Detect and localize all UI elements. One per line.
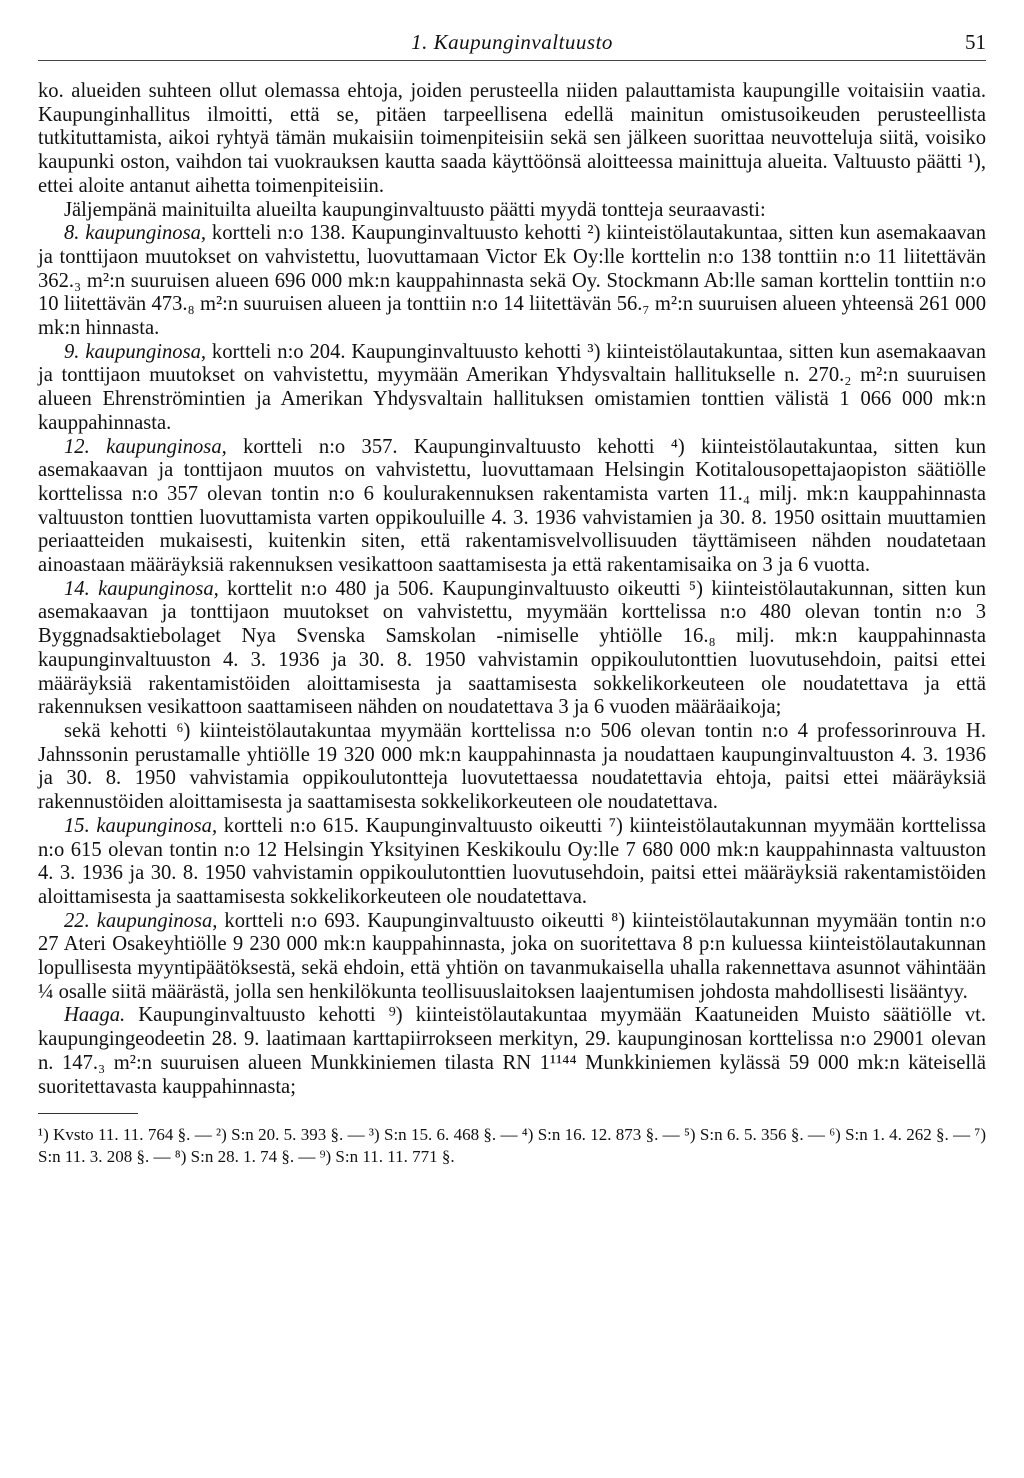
paragraph: ko. alueiden suhteen ollut olemassa ehtoja, joiden perusteella niiden palauttamista kaupungille voitaisiin vaatia. Kaupunginhallitus ilmoitti, että se, pitäen tarpeellisena edellä mainitun omistusoikeuden perusteellista tutkituttamista, aikoi ryhtyä tämän mukaisiin toimenpiteisiin sekä sen jälkeen suorittaa neuvotteluja siitä, voisiko kaupunki oston, vaihdon tai vuokrauksen kautta saada käyttöönsä aloitteessa mainittuja alueita. Valtuusto päätti ¹), ettei aloite antanut aihetta toimenpiteisiin. bbox=[38, 80, 986, 197]
paragraph: 12. kaupunginosa, kortteli n:o 357. Kaupunginvaltuusto kehotti ⁴) kiinteistölautakuntaa, sitten kun asemakaavan ja tonttijaon muutos on vahvistettu, luovuttamaan Helsingin Kotitalousopettajaopiston säätiölle korttelissa n:o 357 olevan tontin n:o 6 koulurakennuksen rakentamista varten 11.₄ milj. mk:n kauppahinnasta valtuuston tonttien luovuttamista varten oppikouluille 4. 3. 1936 vahvistamien ja 30. 8. 1950 osittain muuttamien periaatteiden mukaisesti, kuitenkin siten, että rakentamisvelvollisuuden täyttämiseen nähden noudatetaan ainoastaan määräyksiä rakennuksen vesikattoon saattamisesta ja että rakentamisaika on 3 ja 6 vuotta. bbox=[38, 435, 986, 577]
paragraph: 8. kaupunginosa, kortteli n:o 138. Kaupunginvaltuusto kehotti ²) kiinteistölautakuntaa, sitten kun asemakaavan ja tonttijaon muutokset on vahvistettu, luovuttamaan Victor Ek Oy:lle korttelin n:o 138 tonttiin n:o 11 liitettävän 362.₃ m²:n suuruisen alueen 696 000 mk:n kauppahinnasta sekä Oy. Stockmann Ab:lle saman korttelin tonttiin n:o 10 liitettävän 473.₈ m²:n suuruisen alueen ja tonttiin n:o 14 liitettävän 56.₇ m²:n suuruisen alueen yhteensä 261 000 mk:n hinnasta. bbox=[38, 222, 986, 340]
document-page bbox=[38, 30, 986, 1168]
paragraph: 14. kaupunginosa, korttelit n:o 480 ja 506. Kaupunginvaltuusto oikeutti ⁵) kiinteistölautakunnan, sitten kun asemakaavan ja tonttijaon muutokset on vahvistettu, myymään korttelissa n:o 480 olevan tontin n:o 3 Byggnadsaktiebolaget Nya Svenska Samskolan -nimiselle yhtiölle 16.₈ milj. mk:n kauppahinnasta kaupunginvaltuuston 4. 3. 1936 ja 30. 8. 1950 vahvistamin oppikoulutonttien luovutusehdoin, paitsi ettei määräyksiä rakentamistöiden aloittamisesta ja saattamisesta sokkelikorkeuteen ole noudatettava ja että rakennuksen vesikattoon saattamiseen nähden on noudatettava 3 ja 6 vuoden määräaikoja; bbox=[38, 577, 987, 719]
body-text bbox=[38, 80, 986, 1099]
page-header bbox=[38, 30, 986, 58]
paragraph: sekä kehotti ⁶) kiinteistölautakuntaa myymään korttelissa n:o 506 olevan tontin n:o 4 professorinrouva H. Jahnssonin perustamalle yhtiölle 19 320 000 mk:n kauppahinnasta ja noudattaen kaupunginvaltuuston 4. 3. 1936 ja 30. 8. 1950 vahvistamia oppikoulutontteja luovutettaessa noudatettavia ehtoja, paitsi ettei määräyksiä rakennustöiden aloittamisesta ja saattamisesta sokkelikorkeuteen ole noudatettava. bbox=[38, 719, 986, 814]
paragraph: 9. kaupunginosa, kortteli n:o 204. Kaupunginvaltuusto kehotti ³) kiinteistölautakuntaa, sitten kun asemakaavan ja tonttijaon muutokset on vahvistettu, myymään Amerikan Yhdysvaltain hallitukselle n. 270.₂ m²:n suuruisen alueen Ehrenströmintien ja Amerikan Yhdysvaltain hallituksen omistamien tonttien välistä 1 066 000 mk:n kauppahinnasta. bbox=[38, 340, 986, 434]
footnotes: ¹) Kvsto 11. 11. 764 §. — ²) S:n 20. 5. 393 §. — ³) S:n 15. 6. 468 §. — ⁴) S:n 16. 12. 873 §. — ⁵) S:n 6. 5. 356 §. — ⁶) S:n 1. 4. 262 §. — ⁷) S:n 11. 3. 208 §. — ⁸) S:n 28. 1. 74 §. — ⁹) S:n 11. 11. 771 §. bbox=[38, 1125, 986, 1167]
running-title: 1. Kaupunginvaltuusto bbox=[411, 30, 613, 54]
header-rule bbox=[38, 60, 986, 61]
paragraph: Jäljempänä mainituilta alueilta kaupunginvaltuusto päätti myydä tontteja seuraavasti: bbox=[64, 198, 766, 221]
footnote-rule bbox=[38, 1113, 138, 1114]
paragraph: 15. kaupunginosa, kortteli n:o 615. Kaupunginvaltuusto oikeutti ⁷) kiinteistölautakunnan myymään korttelissa n:o 615 olevan tontin n:o 12 Helsingin Yksityinen Keskikoulu Oy:lle 7 680 000 mk:n kauppahinnasta valtuuston 4. 3. 1936 ja 30. 8. 1950 vahvistamin oppikoulutonttien luovutusehdoin, paitsi ettei määräyksiä rakentamistöiden aloittamisesta ja saattamisesta sokkelikorkeuteen ole noudatettava. bbox=[38, 814, 986, 908]
paragraph: 22. kaupunginosa, kortteli n:o 693. Kaupunginvaltuusto oikeutti ⁸) kiinteistölautakunnan myymään tontin n:o 27 Ateri Osakeyhtiölle 9 230 000 mk:n kauppahinnasta, joka on suoritettava 8 p:n kuluessa kiinteistölautakunnan lopullisesta myyntipäätöksestä, sekä ehdoin, että yhtiön on tavanmukaisella uhalla rakennettava asunnot vähintään ¼ osalle siitä määrästä, jolla sen henkilökunta teollisuuslaitoksen laajentumisen johdosta mahdollisesti lisääntyy. bbox=[38, 909, 986, 1003]
paragraph: Haaga. Kaupunginvaltuusto kehotti ⁹) kiinteistölautakuntaa myymään Kaatuneiden Muisto säätiölle vt. kaupungingeodeetin 28. 9. laatimaan karttapiirrokseen merkityn, 29. kaupunginosan korttelissa n:o 29001 olevan n. 147.₃ m²:n suuruisen alueen Munkkiniemen tilasta RN 1¹¹⁴⁴ Munkkiniemen kylässä 59 000 mk:n käteisellä suoritettavasta kauppahinnasta; bbox=[38, 1004, 986, 1098]
page-number: 51 bbox=[965, 30, 986, 54]
